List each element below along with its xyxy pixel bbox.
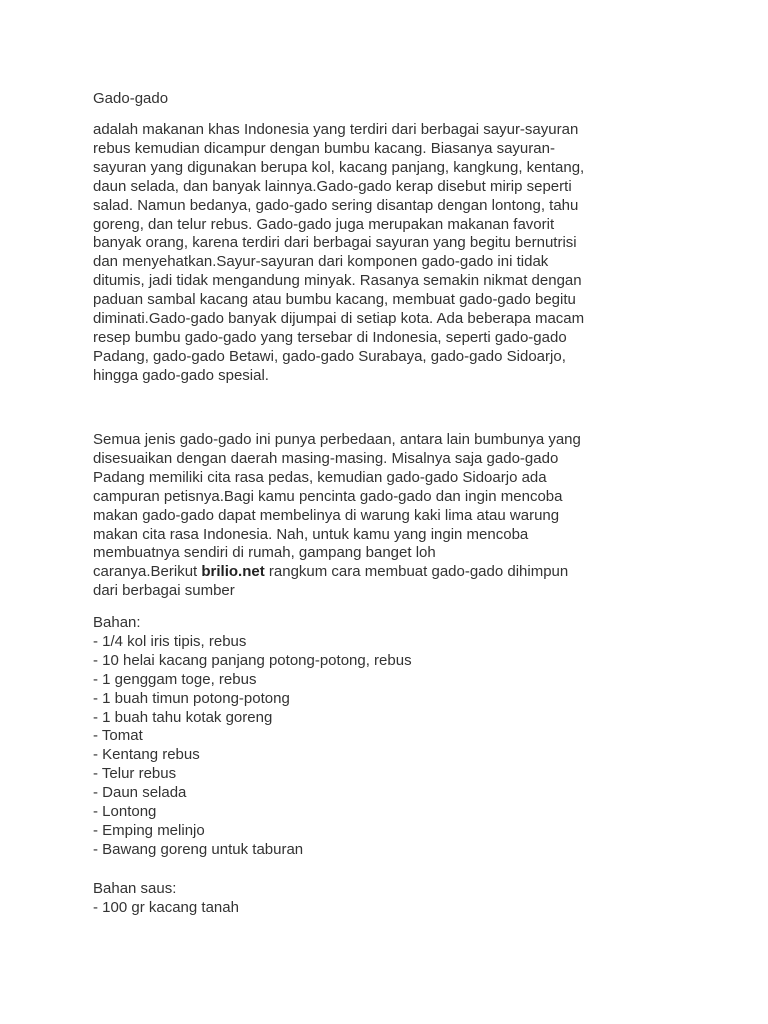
text-line: daun selada, dan banyak lainnya.Gado-gado kerap disebut mirip seperti	[93, 177, 572, 195]
list-item: - 1 genggam toge, rebus	[93, 670, 257, 688]
source-link-text: brilio.net	[201, 563, 265, 581]
text-line: disesuaikan dengan daerah masing-masing. Misalnya saja gado-gado	[93, 449, 559, 467]
text-fragment: rangkum cara membuat gado-gado dihimpun	[264, 563, 569, 581]
list-item: - 1 buah tahu kotak goreng	[93, 708, 273, 726]
sauce-ingredients-heading: Bahan saus:	[93, 880, 177, 897]
text-line: paduan sambal kacang atau bumbu kacang, membuat gado-gado begitu	[93, 291, 576, 309]
text-line: adalah makanan khas Indonesia yang terdiri dari berbagai sayur-sayuran	[93, 121, 579, 138]
text-line: resep bumbu gado-gado yang tersebar di Indonesia, seperti gado-gado	[93, 328, 567, 346]
text-fragment: caranya.Berikut	[93, 563, 202, 581]
text-line: campuran petisnya.Bagi kamu pencinta gado-gado dan ingin mencoba	[93, 487, 563, 505]
ingredients-list	[93, 614, 683, 860]
document-title: Gado-gado	[93, 90, 169, 107]
list-item: - Emping melinjo	[93, 821, 205, 839]
text-line: makan cita rasa Indonesia. Nah, untuk kamu yang ingin mencoba	[93, 525, 529, 543]
list-item: - 1/4 kol iris tipis, rebus	[93, 632, 247, 650]
text-line: ditumis, jadi tidak mengandung minyak. Rasanya semakin nikmat dengan	[93, 272, 582, 290]
text-line: membuatnya sendiri di rumah, gampang banget loh	[93, 544, 436, 562]
intro-paragraph	[93, 121, 683, 386]
text-line: salad. Namun bedanya, gado-gado sering disantap dengan lontong, tahu	[93, 196, 579, 214]
list-item: - Kentang rebus	[93, 746, 200, 764]
second-paragraph	[93, 431, 683, 601]
text-line: Semua jenis gado-gado ini punya perbedaan, antara lain bumbunya yang	[93, 431, 581, 448]
list-item: - 10 helai kacang panjang potong-potong, rebus	[93, 651, 412, 669]
text-line: goreng, dan telur rebus. Gado-gado juga merupakan makanan favorit	[93, 215, 555, 233]
text-line: dari berbagai sumber	[93, 582, 235, 600]
text-line	[93, 563, 683, 582]
text-line: Padang, gado-gado Betawi, gado-gado Surabaya, gado-gado Sidoarjo,	[93, 347, 566, 365]
list-item: - Lontong	[93, 803, 157, 821]
text-line: dan menyehatkan.Sayur-sayuran dari komponen gado-gado ini tidak	[93, 253, 549, 271]
text-line: Padang memiliki cita rasa pedas, kemudian gado-gado Sidoarjo ada	[93, 468, 547, 486]
list-item: - Daun selada	[93, 784, 187, 802]
ingredients-heading: Bahan:	[93, 614, 141, 631]
text-line: makan gado-gado dapat membelinya di warung kaki lima atau warung	[93, 506, 560, 524]
text-line: hingga gado-gado spesial.	[93, 366, 269, 384]
text-line: rebus kemudian dicampur dengan bumbu kacang. Biasanya sayuran-	[93, 139, 555, 157]
list-item: - 100 gr kacang tanah	[93, 898, 239, 916]
list-item: - 1 buah timun potong-potong	[93, 689, 290, 707]
list-item: - Tomat	[93, 727, 143, 745]
text-line: sayuran yang digunakan berupa kol, kacang panjang, kangkung, kentang,	[93, 158, 585, 176]
list-item: - Bawang goreng untuk taburan	[93, 840, 304, 858]
sauce-ingredients-list	[93, 880, 683, 918]
text-line: banyak orang, karena terdiri dari berbagai sayuran yang begitu bernutrisi	[93, 234, 577, 252]
text-line: diminati.Gado-gado banyak dijumpai di setiap kota. Ada beberapa macam	[93, 310, 585, 328]
list-item: - Telur rebus	[93, 765, 177, 783]
